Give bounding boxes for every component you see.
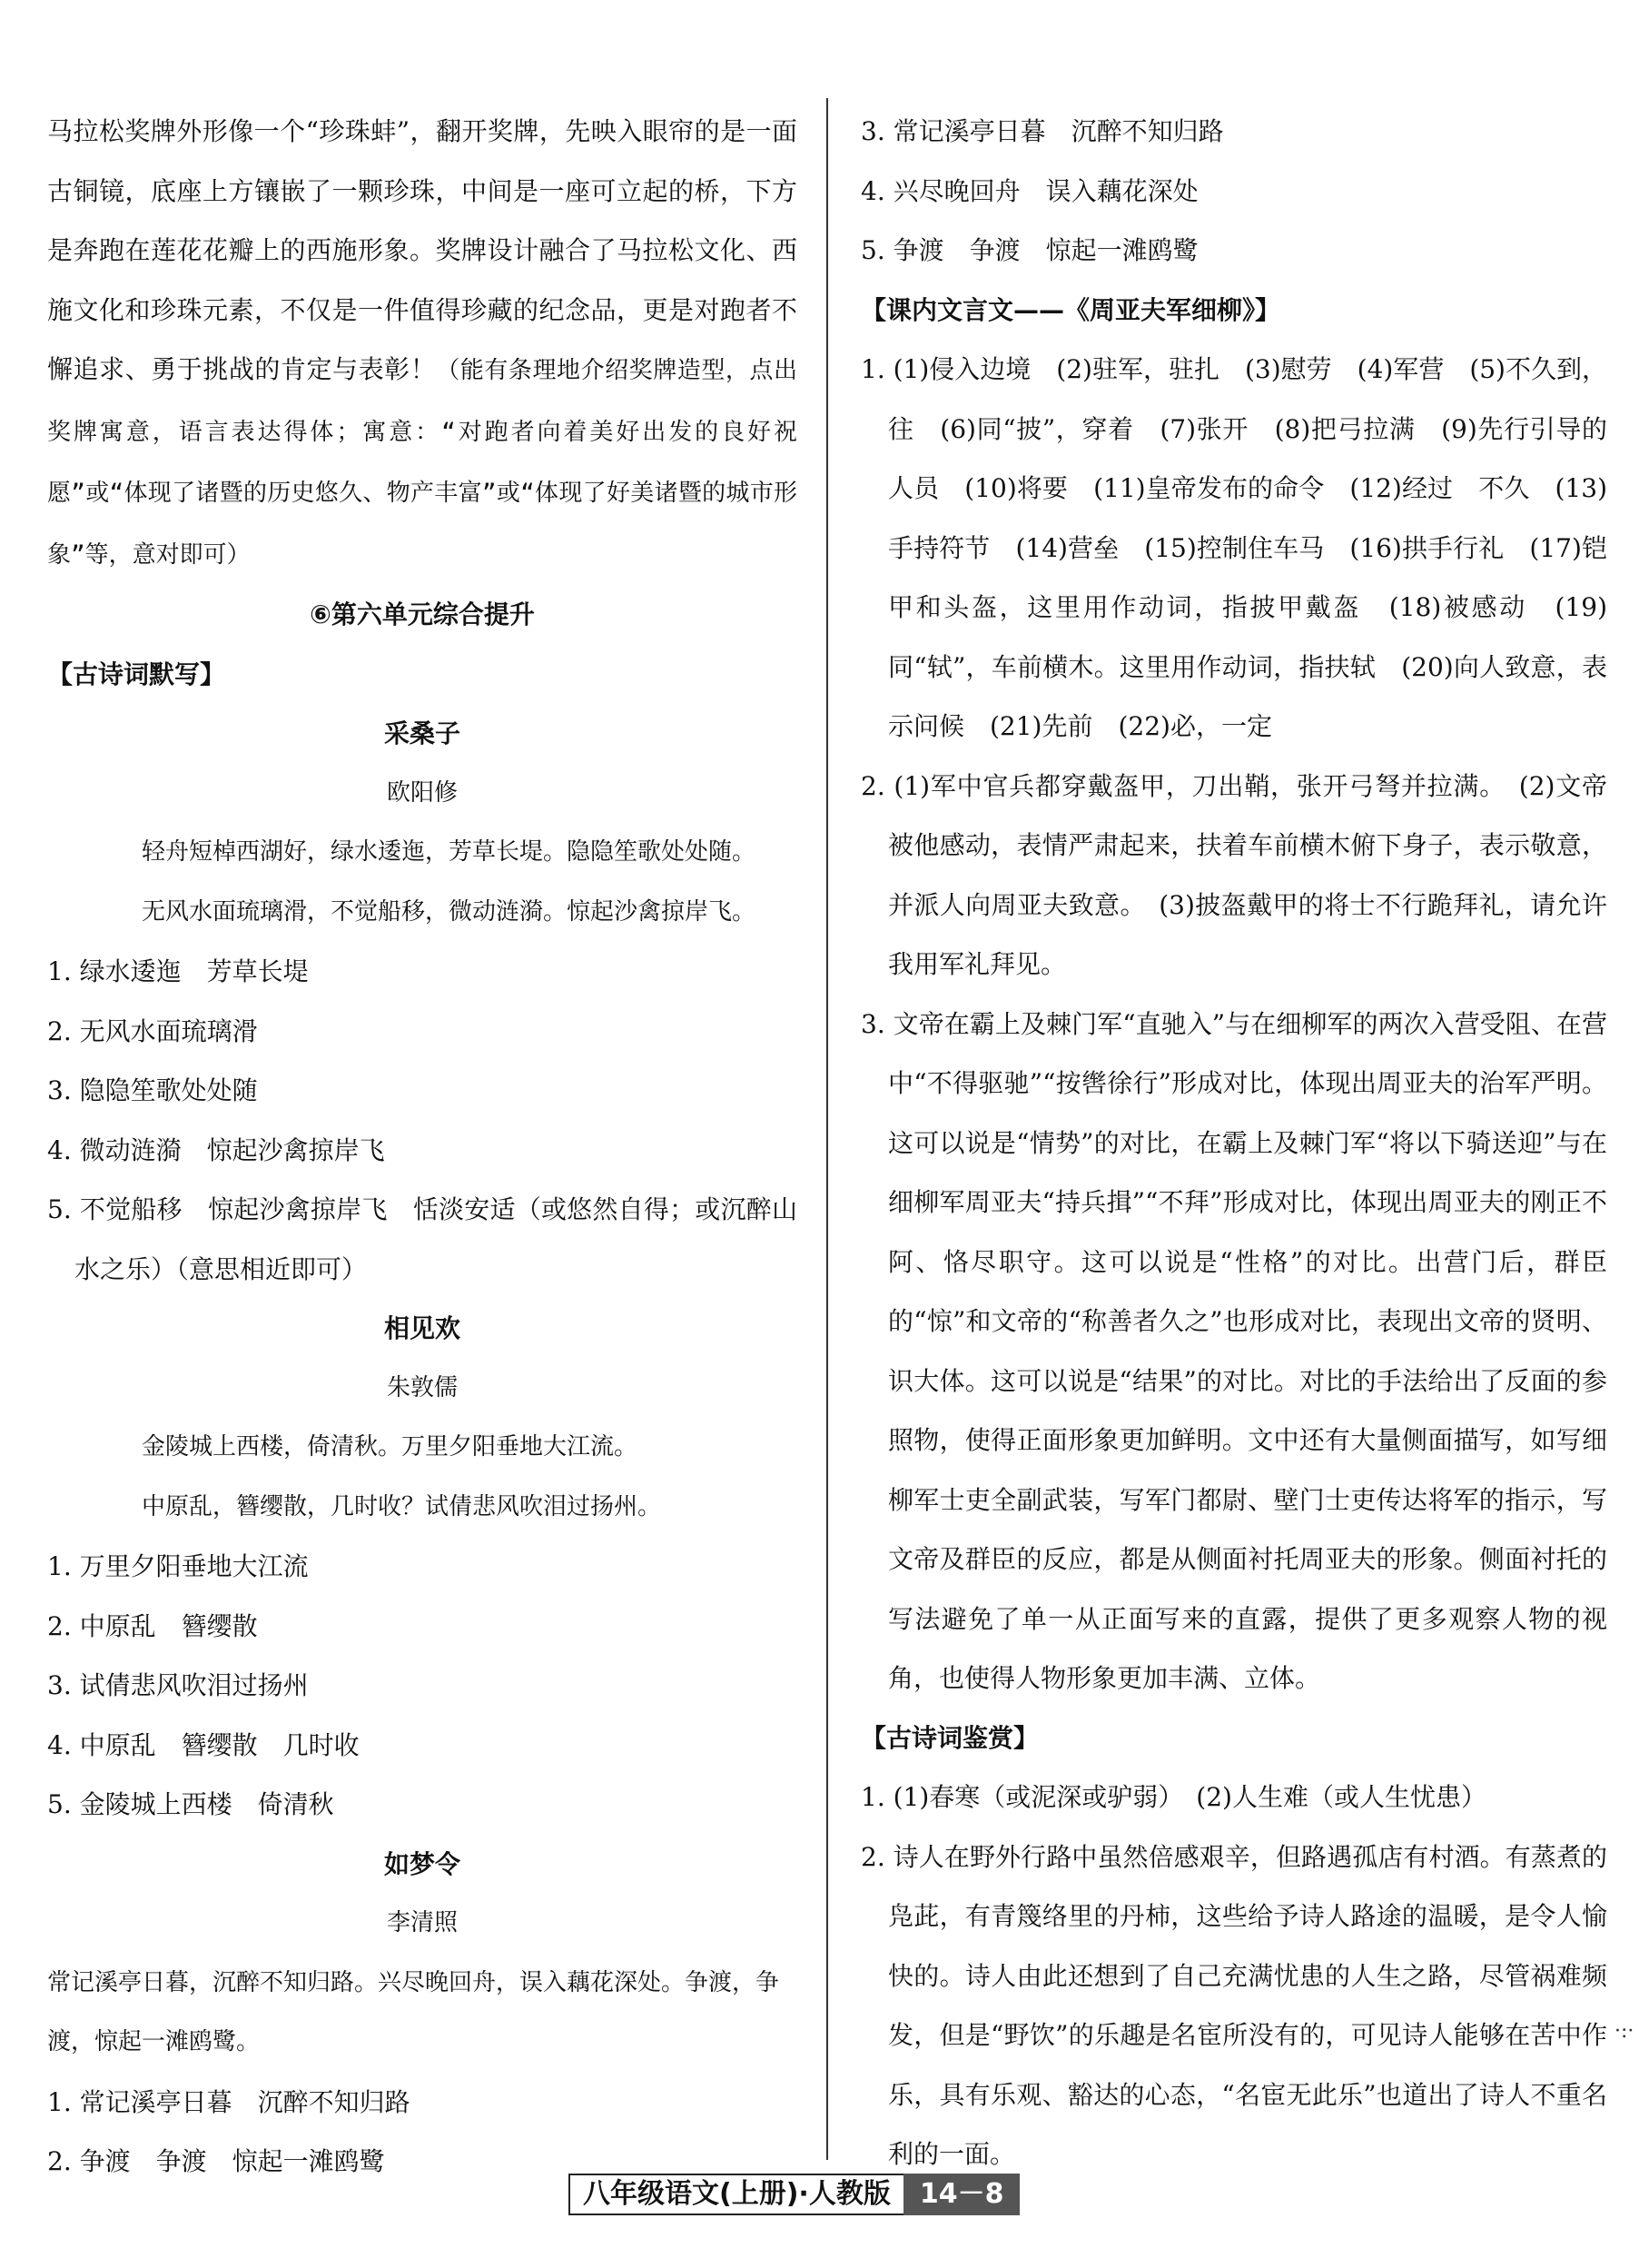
poem-author: 朱敦儒 [386, 1373, 458, 1401]
intro-text: 马拉松奖牌外形像一个“珍珠蚌”，翻开奖牌，先映入眼帘的是一面古铜镜，底座上方镶嵌了一颗珍珠，中间是一座可立起的桥，下方是奔跑在莲花花瓣上的西施形象。奖牌设计融合了马拉松文化、西施文化和珍珠元素，不仅是一件值得珍藏的纪念品，更是对跑者不懈追求、勇于挑战的肯定与表彰！ [47, 116, 797, 384]
answer-item: 2. 中原乱 簪缨散 [47, 1610, 258, 1641]
poem-title: 相见欢 [383, 1313, 460, 1343]
poem-text: 常记溪亭日暮，沉醉不知归路。兴尽晚回舟，误入藕花深处。争渡，争渡，惊起一滩鸥鹭。 [47, 1968, 780, 2055]
answer-item: 3. 试倩悲风吹泪过扬州 [47, 1670, 309, 1700]
answer-item: 4. 兴尽晚回舟 误入藕花深处 [861, 175, 1199, 206]
poem-author: 李清照 [386, 1909, 458, 1936]
appreciation-answer-item: 2. 诗人在野外行路中虽然倍感艰辛，但路遇孤店有村酒。有蒸煮的凫茈，有青篾络里的丹柿，这些给予诗人路途的温暖，是令人愉快的。诗人由此还想到了自己充满忧患的人生之路，尽管祸难频发，但是“野饮”的乐趣是名宦所没有的，可见诗人能够在苦中作乐，具有乐观、豁达的心态，“名宦无此乐”也道出了诗人不重名利的一面。 [861, 1841, 1607, 2169]
poem-line: 中原乱，簪缨散，几时收？试倩悲风吹泪过扬州。 [142, 1492, 662, 1520]
answer-item: 3. 常记溪亭日暮 沉醉不知归路 [861, 116, 1224, 146]
answer-item: 1. 绿水逶迤 芳草长堤 [47, 956, 309, 986]
section-title-classical: 【课内文言文——《周亚夫军细柳》】 [861, 294, 1281, 325]
section-title-poetry: 【古诗词默写】 [47, 659, 226, 689]
poem-title: 采桑子 [383, 718, 460, 748]
right-column [861, 102, 1607, 2184]
section-title-appreciation: 【古诗词鉴赏】 [861, 1722, 1040, 1753]
answer-item: 5. 不觉船移 惊起沙禽掠岸飞 恬淡安适（或悠然自得；或沉醉山水之乐）（意思相近即可） [47, 1194, 797, 1284]
appreciation-answer-item: 1. (1)春寒（或泥深或驴弱） (2)人生难（或人生忧患） [861, 1782, 1486, 1812]
unit-title: ⑥第六单元综合提升 [310, 599, 535, 629]
answer-item: 5. 金陵城上西楼 倚清秋 [47, 1789, 334, 1819]
answer-item: 1. 常记溪亭日暮 沉醉不知归路 [47, 2086, 410, 2117]
classical-answer-item: 2. (1)军中官兵都穿戴盔甲，刀出鞘，张开弓弩并拉满。 (2)文帝被他感动，表情严肃起来，扶着车前横木俯下身子，表示敬意，并派人向周亚夫致意。 (3)披盔戴甲的将士不行跪拜礼，请允许我用军礼拜见。 [861, 770, 1607, 979]
answer-item: 4. 微动涟漪 惊起沙禽掠岸飞 [47, 1134, 385, 1165]
poem-line: 无风水面琉璃滑，不觉船移，微动涟漪。惊起沙禽掠岸飞。 [142, 897, 756, 926]
page-footer [568, 2174, 1020, 2215]
footer-page-code: 14－8 [903, 2174, 1021, 2215]
footer-book-label: 八年级语文(上册)·人教版 [568, 2174, 903, 2215]
answer-item: 5. 争渡 争渡 惊起一滩鸥鹭 [861, 235, 1199, 265]
classical-answer-item: 3. 文帝在霸上及棘门军“直驰入”与在细柳军的两次入营受阻、在营中“不得驱驰”“按辔徐行”形成对比，体现出周亚夫的治军严明。这可以说是“情势”的对比，在霸上及棘门军“将以下骑送迎”与在细柳军周亚夫“持兵揖”“不拜”形成对比，体现出周亚夫的刚正不阿、恪尽职守。这可以说是“性格”的对比。出营门后，群臣的“惊”和文帝的“称善者久之”也形成对比，表现出文帝的贤明、识大体。这可以说是“结果”的对比。对比的手法给出了反面的参照物，使得正面形象更加鲜明。文中还有大量侧面描写，如写细柳军士吏全副武装，写军门都尉、壁门士吏传达将军的指示，写文帝及群臣的反应，都是从侧面衬托周亚夫的形象。侧面衬托的写法避免了单一从正面写来的直露，提供了更多观察人物的视角，也使得人物形象更加丰满、立体。 [861, 1008, 1607, 1693]
margin-mark: ·:· [1614, 2020, 1634, 2043]
poem-title: 如梦令 [383, 1848, 460, 1879]
column-divider [826, 98, 828, 2160]
answer-item: 1. 万里夕阳垂地大江流 [47, 1551, 309, 1581]
left-column [47, 102, 797, 2192]
poem-line: 轻舟短棹西湖好，绿水逶迤，芳草长堤。隐隐笙歌处处随。 [142, 838, 756, 866]
answer-item: 2. 无风水面琉璃滑 [47, 1015, 258, 1046]
poem-author: 欧阳修 [386, 778, 458, 807]
intro-paragraph [47, 102, 797, 585]
intro-note: （能有条理地介绍奖牌造型，点出奖牌寓意，语言表达得体；寓意：“对跑者向着美好出发的良好祝愿”或“体现了诸暨的历史悠久、物产丰富”或“体现了好美诸暨的城市形象”等，意对即可） [47, 357, 797, 569]
answer-item: 4. 中原乱 簪缨散 几时收 [47, 1729, 360, 1760]
answer-item: 2. 争渡 争渡 惊起一滩鸥鹭 [47, 2146, 385, 2176]
classical-answer-item: 1. (1)侵入边境 (2)驻军，驻扎 (3)慰劳 (4)军营 (5)不久到，往 (6)同“披”，穿着 (7)张开 (8)把弓拉满 (9)先行引导的人员 (10)将要 (11)皇帝发布的命令 (12)经过 不久 (13)手持符节 (14)营垒 (15)控制住车马 (16)拱手行礼 (17)铠甲和头盔，这里用作动词，指披甲戴盔 (18)被感动 (19)同“轼”，车前横木。这里用作动词，指扶轼 (20)向人致意，表示问候 (21)先前 (22)必，一定 [861, 354, 1607, 741]
answer-item: 3. 隐隐笙歌处处随 [47, 1075, 258, 1105]
poem-line: 金陵城上西楼，倚清秋。万里夕阳垂地大江流。 [142, 1433, 638, 1461]
